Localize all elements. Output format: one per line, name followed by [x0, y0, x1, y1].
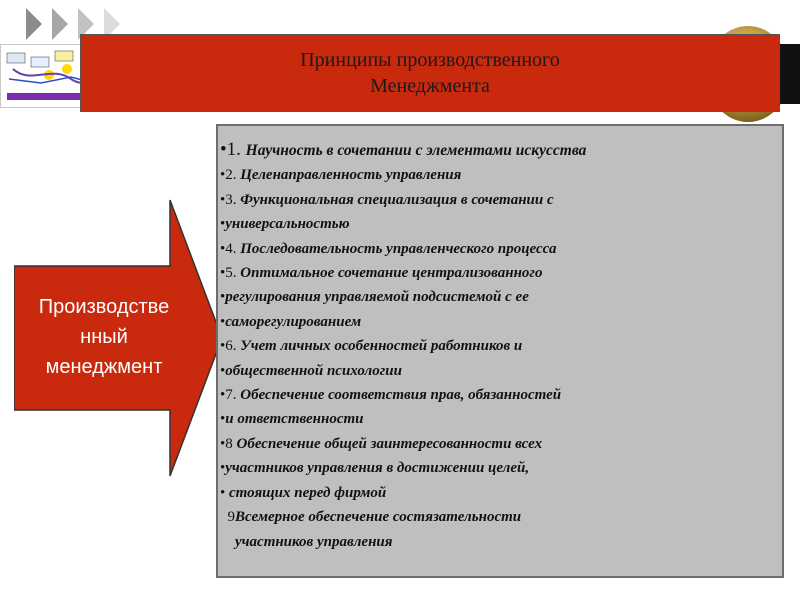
arrow-label-line-3: менеджмент — [45, 356, 163, 378]
list-item: •1. Научность в сочетании с элементами искусства — [220, 139, 587, 160]
slide-title-line-2: Менеджмента — [370, 75, 490, 97]
list-item: •3. Функциональная специализация в сочетании с — [220, 191, 554, 208]
list-item: •и ответственности — [220, 411, 364, 428]
list-item: •2. Целенаправленность управления — [220, 167, 462, 184]
list-item: участников управления — [235, 533, 393, 550]
list-item: • стоящих перед фирмой — [220, 484, 387, 501]
dark-edge-decoration — [780, 44, 800, 104]
list-item: •регулирования управляемой подсистемой с ее — [220, 289, 529, 306]
list-item: •7. Обеспечение соответствия прав, обязанностей — [220, 387, 562, 404]
list-item: •8 Обеспечение общей заинтересованности всех — [220, 435, 543, 452]
list-item: •5. Оптимальное сочетание централизованного — [220, 265, 543, 282]
arrow-label-line-2: нный — [80, 326, 128, 348]
list-item: •универсальностью — [220, 216, 350, 233]
list-item: •4. Последовательность управленческого процесса — [220, 240, 557, 257]
arrow-label — [16, 292, 192, 382]
list-item: •6. Учет личных особенностей работников и — [220, 338, 523, 355]
slide-title-line-1: Принципы производственного — [300, 49, 560, 71]
slide-title-banner — [80, 34, 780, 112]
list-item: •участников управления в достижении целей, — [220, 460, 530, 477]
list-item: 9Всемерное обеспечение состязательности — [220, 509, 522, 526]
principles-list — [216, 124, 784, 578]
arrow-label-line-1: Производстве — [38, 296, 170, 318]
list-item: •саморегулированием — [220, 313, 362, 330]
list-item: •общественной психологии — [220, 362, 402, 379]
